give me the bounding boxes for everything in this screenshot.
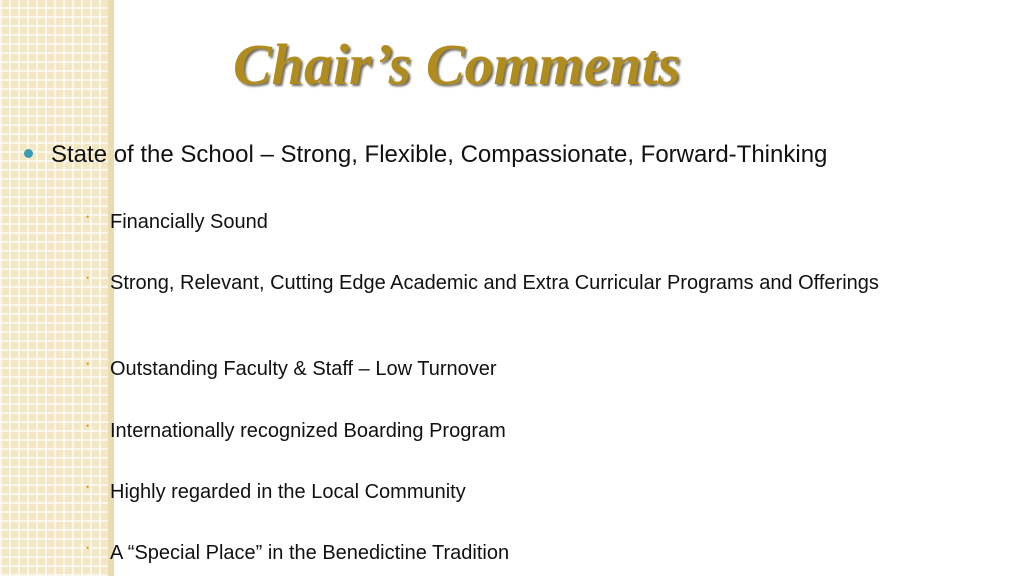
sub-bullet-icon: •	[86, 543, 90, 553]
slide-title: Chair’s Comments	[233, 32, 681, 97]
sub-bullet-icon: •	[86, 212, 90, 222]
main-bullet-text: State of the School – Strong, Flexible, Compassionate, Forward-Thinking	[51, 141, 828, 168]
sub-bullet-text: A “Special Place” in the Benedictine Tradition	[110, 542, 510, 564]
sub-bullet-icon: •	[86, 273, 90, 283]
sub-bullet-text: Internationally recognized Boarding Program	[110, 420, 506, 442]
sub-bullet-icon: •	[86, 421, 90, 431]
sub-bullet-icon: •	[86, 482, 90, 492]
sub-bullet-text: Strong, Relevant, Cutting Edge Academic and Extra Curricular Programs and Offerings	[110, 272, 879, 294]
sub-bullet-icon: •	[86, 359, 90, 369]
bullet-dot-icon	[24, 149, 33, 158]
sub-bullet-text: Financially Sound	[110, 211, 268, 233]
sub-bullet-text: Highly regarded in the Local Community	[110, 481, 466, 503]
sub-bullet-text: Outstanding Faculty & Staff – Low Turnover	[110, 358, 497, 380]
